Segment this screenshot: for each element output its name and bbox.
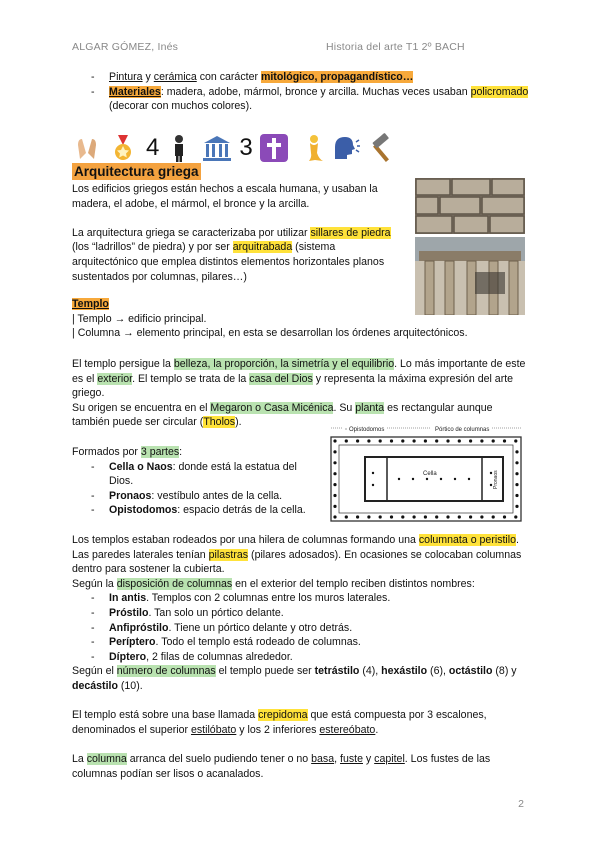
column-dot [356, 439, 359, 442]
column-dot [515, 461, 518, 464]
column-dot [372, 472, 374, 474]
column-dot [503, 515, 506, 518]
column-dot [333, 483, 336, 486]
column-dot [333, 494, 336, 497]
list-item: - Díptero, 2 filas de columnas alrededor. [72, 650, 532, 665]
column-dot [490, 472, 492, 474]
column-dot [480, 439, 483, 442]
list-item: - Pronaos: vestíbulo antes de la cella. [72, 489, 322, 504]
label-cella: Cella [423, 471, 437, 477]
column-dot [401, 439, 404, 442]
disposicion-list [72, 591, 532, 664]
list-item: - Cella o Naos: donde está la estatua del Dios. [72, 460, 322, 489]
section-title: Arquitectura griega [74, 164, 199, 179]
list-item: - Pintura y cerámica con carácter mitológico, propagandístico… [72, 70, 532, 85]
column-dot [379, 439, 382, 442]
column-dot [333, 505, 336, 508]
classical-building-icon [201, 133, 233, 163]
list-item: - Anfipróstilo. Tiene un pórtico delante y otro detrás. [72, 621, 532, 636]
column-dot [490, 484, 492, 486]
number-4: 4 [146, 134, 160, 161]
column-dot [468, 478, 470, 480]
column-dot [469, 515, 472, 518]
templo-paragraph: El templo persigue la belleza, la proporción, la simetría y el equilibrio. Lo más importante de este es el exterior. El templo se trata de la casa del Dios y representa la máxima expresión del arte griego. Su origen se encuentra en el Megaron o Casa Micénica. Su planta es rectangular aunque también puede ser circular (Tholos). [72, 358, 526, 429]
templo-section: Templo | Templo → edificio principal. | Columna → elemento principal, en esta se desarrollan los órdenes arquitectónicos. [72, 298, 468, 340]
latin-cross-icon [259, 133, 289, 163]
column-dot [515, 472, 518, 475]
column-dot [413, 515, 416, 518]
partes-list: Formados por 3 partes: - Cella o Naos: donde está la estatua del Dios. - Pronaos: vestíbulo antes de la cella. - Opistodomos: espacio detrás de la cella. [72, 445, 322, 518]
column-dot [440, 478, 442, 480]
list-item: - Materiales: madera, adobe, mármol, bronce y arcilla. Muchas veces usaban policromado (decorar con muchos colores). [72, 85, 532, 114]
column-dot [446, 515, 449, 518]
header-author: ALGAR GÓMEZ, Inés [72, 41, 179, 53]
intro-paragraph: Los edificios griegos están hechos a escala humana, y usaban la madera, el adobe, el mármol, el bronce y la arcilla. La arquitectura griega se caracterizaba por utilizar sillares de piedra (los “ladrillos” de piedra) y por ser arquitrabada (sistema arquitectónico que emplea distintos elementos horizontales planos sustentados por columnas, pilares…) [72, 183, 391, 283]
column-dot [372, 484, 374, 486]
header-course: Historia del arte T1 2º BACH [326, 41, 465, 53]
column-dot [514, 515, 517, 518]
column-dot [367, 515, 370, 518]
column-dot [345, 439, 348, 442]
page-number: 2 [518, 798, 524, 810]
person-icon [167, 133, 191, 163]
column-dot [356, 515, 359, 518]
column-dot [514, 439, 517, 442]
column-dot [401, 515, 404, 518]
column-dot [398, 478, 400, 480]
column-dot [446, 439, 449, 442]
column-dot [454, 478, 456, 480]
list-item: - Opistodomos: espacio detrás de la cella. [72, 503, 322, 518]
medal-icon [108, 133, 138, 163]
column-dot [390, 439, 393, 442]
top-list [72, 70, 532, 114]
column-dot [458, 439, 461, 442]
column-dot [458, 515, 461, 518]
column-dot [333, 515, 336, 518]
column-dot [492, 515, 495, 518]
temple-floor-plan [327, 423, 525, 525]
list-item: - Períptero. Todo el templo está rodeado de columnas. [72, 635, 532, 650]
hammer-icon [367, 133, 397, 163]
column-dot [435, 515, 438, 518]
column-dot [345, 515, 348, 518]
praying-hands-icon [72, 133, 102, 163]
column-dot [333, 472, 336, 475]
label-pronaos: Pronaos [493, 470, 499, 489]
column-dot [412, 478, 414, 480]
numero-paragraph: Según el número de columnas el templo puede ser tetrástilo (4), hexástilo (6), octástilo (8) y decástilo (10). [72, 665, 517, 692]
column-dot [480, 515, 483, 518]
list-item: - Próstilo. Tan solo un pórtico delante. [72, 606, 532, 621]
column-dot [333, 439, 336, 442]
column-dot [435, 439, 438, 442]
columnata-paragraph: Los templos estaban rodeados por una hilera de columnas formando una columnata o peristilo. Las paredes laterales tenían pilastras (pilares adosados). En ocasiones se colocaban columnas dentro para sostener la cubierta. Según la disposición de columnas en el exterior del templo reciben distintos nombres: - In antis. Templos con 2 columnas entre los muros laterales. - Próstilo. Tan solo un pórtico delante. - Anfipróstilo. Tiene un pórtico delante y otro detrás. - Períptero. Todo el templo está rodeado de columnas. - Díptero, 2 filas de columnas alrededor. Según el número de columnas el templo puede ser tetrástilo (4), hexástilo (6), octástilo (8) y decástilo (10). [72, 533, 532, 694]
column-dot [367, 439, 370, 442]
column-dot [515, 505, 518, 508]
mermaid-icon [301, 133, 327, 163]
column-dot [503, 439, 506, 442]
column-dot [469, 439, 472, 442]
column-dot [413, 439, 416, 442]
column-dot [424, 515, 427, 518]
column-dot [492, 439, 495, 442]
label-opistodomos: Opistodomos [349, 427, 385, 433]
column-dot [333, 461, 336, 464]
emoji-row [72, 130, 397, 166]
crepidoma-paragraph: El templo está sobre una base llamada crepidoma que está compuesta por 3 escalones, denominados el superior estilóbato y los 2 inferiores estereóbato. [72, 709, 487, 736]
column-dot [333, 450, 336, 453]
column-dot [424, 439, 427, 442]
label-portico: Pórtico de columnas [435, 427, 490, 433]
speaking-head-icon [331, 133, 361, 163]
list-item: - In antis. Templos con 2 columnas entre los muros laterales. [72, 591, 532, 606]
column-dot [426, 478, 428, 480]
number-3: 3 [239, 134, 253, 161]
column-dot [515, 483, 518, 486]
column-dot [515, 450, 518, 453]
columna-paragraph: La columna arranca del suelo pudiendo tener o no basa, fuste y capitel. Los fustes de las columnas podían ser lisos o acanalados. [72, 753, 491, 780]
stone-wall-photo [415, 178, 525, 234]
column-dot [515, 494, 518, 497]
column-dot [379, 515, 382, 518]
column-dot [390, 515, 393, 518]
templo-heading: Templo [72, 298, 109, 310]
